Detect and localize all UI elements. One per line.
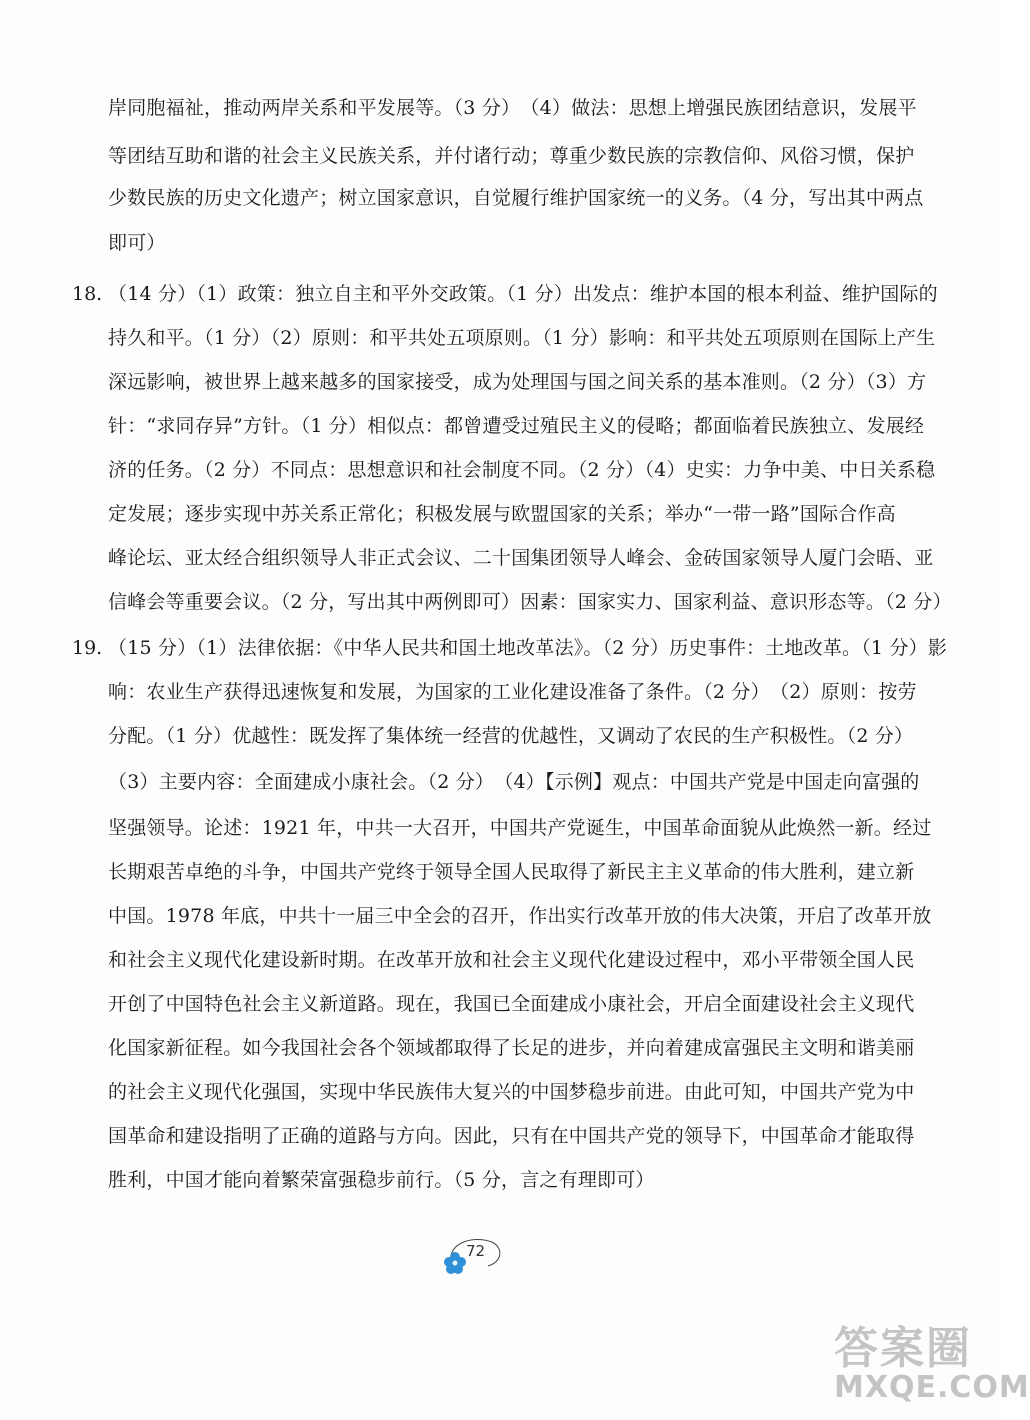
text-line: 深远影响，被世界上越来越多的国家接受，成为处理国与国之间关系的基本准则。（2 分）（3）方: [108, 371, 927, 393]
text-line: （3）主要内容：全面建成小康社会。（2 分） （4）【示例】观点：中国共产党是中国走向富强的: [108, 771, 920, 793]
page-footer: [440, 1236, 510, 1272]
flower-icon: [442, 1250, 468, 1276]
watermark-url: MXQE.COM: [834, 1370, 1030, 1405]
watermark: [826, 1308, 1030, 1420]
text-line: 信峰会等重要会议。（2 分，写出其中两例即可）因素：国家实力、国家利益、意识形态等。（2 分）: [108, 591, 952, 613]
text-line: 开创了中国特色社会主义新道路。现在，我国已全面建成小康社会，开启全面建设社会主义现代: [108, 993, 915, 1015]
text-line: 响：农业生产获得迅速恢复和发展，为国家的工业化建设准备了条件。（2 分） （2）原则：按劳: [108, 681, 917, 703]
question-number-18: 18.: [72, 283, 103, 305]
question-number-19: 19.: [72, 637, 103, 659]
text-line: 少数民族的历史文化遗产；树立国家意识，自觉履行维护国家统一的义务。（4 分，写出其中两点: [108, 187, 924, 209]
text-line: 定发展；逐步实现中苏关系正常化；积极发展与欧盟国家的关系；举办“一带一路”国际合作高: [108, 503, 896, 525]
text-line: 峰论坛、亚太经合组织领导人非正式会议、二十国集团领导人峰会、金砖国家领导人厦门会晤、亚: [108, 547, 934, 569]
watermark-logo: 答案圈: [834, 1323, 972, 1374]
text-line: 济的任务。（2 分）不同点：思想意识和社会制度不同。（2 分）（4）史实：力争中美、中日关系稳: [108, 459, 936, 481]
text-line: 化国家新征程。如今我国社会各个领域都取得了长足的进步，并向着建成富强民主文明和谐美丽: [108, 1037, 915, 1059]
page-number: 72: [466, 1242, 486, 1260]
text-line: 长期艰苦卓绝的斗争，中国共产党终于领导全国人民取得了新民主主义革命的伟大胜利，建立新: [108, 861, 915, 883]
text-line: 胜利，中国才能向着繁荣富强稳步前行。（5 分，言之有理即可）: [108, 1169, 655, 1191]
text-line: 分配。（1 分）优越性：既发挥了集体统一经营的优越性，又调动了农民的生产积极性。（2 分）: [108, 725, 914, 747]
text-line: （15 分）（1）法律依据：《中华人民共和国土地改革法》。（2 分）历史事件：土地改革。（1 分）影: [108, 637, 948, 659]
text-line: 中国。1978 年底，中共十一届三中全会的召开，作出实行改革开放的伟大决策，开启了改革开放: [108, 905, 932, 927]
text-line: 和社会主义现代化建设新时期。在改革开放和社会主义现代化建设过程中，邓小平带领全国人民: [108, 949, 915, 971]
text-line: 等团结互助和谐的社会主义民族关系，并付诸行动；尊重少数民族的宗教信仰、风俗习惯，保护: [108, 145, 915, 167]
text-line: 国革命和建设指明了正确的道路与方向。因此，只有在中国共产党的领导下，中国革命才能取得: [108, 1125, 915, 1147]
text-line: 即可）: [108, 232, 166, 254]
text-line: 持久和平。（1 分）（2）原则：和平共处五项原则。（1 分）影响：和平共处五项原则在国际上产生: [108, 327, 936, 349]
text-line: 岸同胞福祉，推动两岸关系和平发展等。（3 分） （4）做法：思想上增强民族团结意识，发展平: [108, 97, 917, 119]
text-line: 的社会主义现代化强国，实现中华民族伟大复兴的中国梦稳步前进。由此可知，中国共产党为中: [108, 1081, 915, 1103]
text-line: 坚强领导。论述：1921 年，中共一大召开，中国共产党诞生，中国革命面貌从此焕然一新。经过: [108, 817, 932, 839]
text-line: （14 分）（1）政策：独立自主和平外交政策。（1 分）出发点：维护本国的根本利益、维护国际的: [108, 283, 938, 305]
text-line: 针：“求同存异”方针。（1 分）相似点：都曾遭受过殖民主义的侵略；都面临着民族独立、发展经: [108, 415, 925, 437]
